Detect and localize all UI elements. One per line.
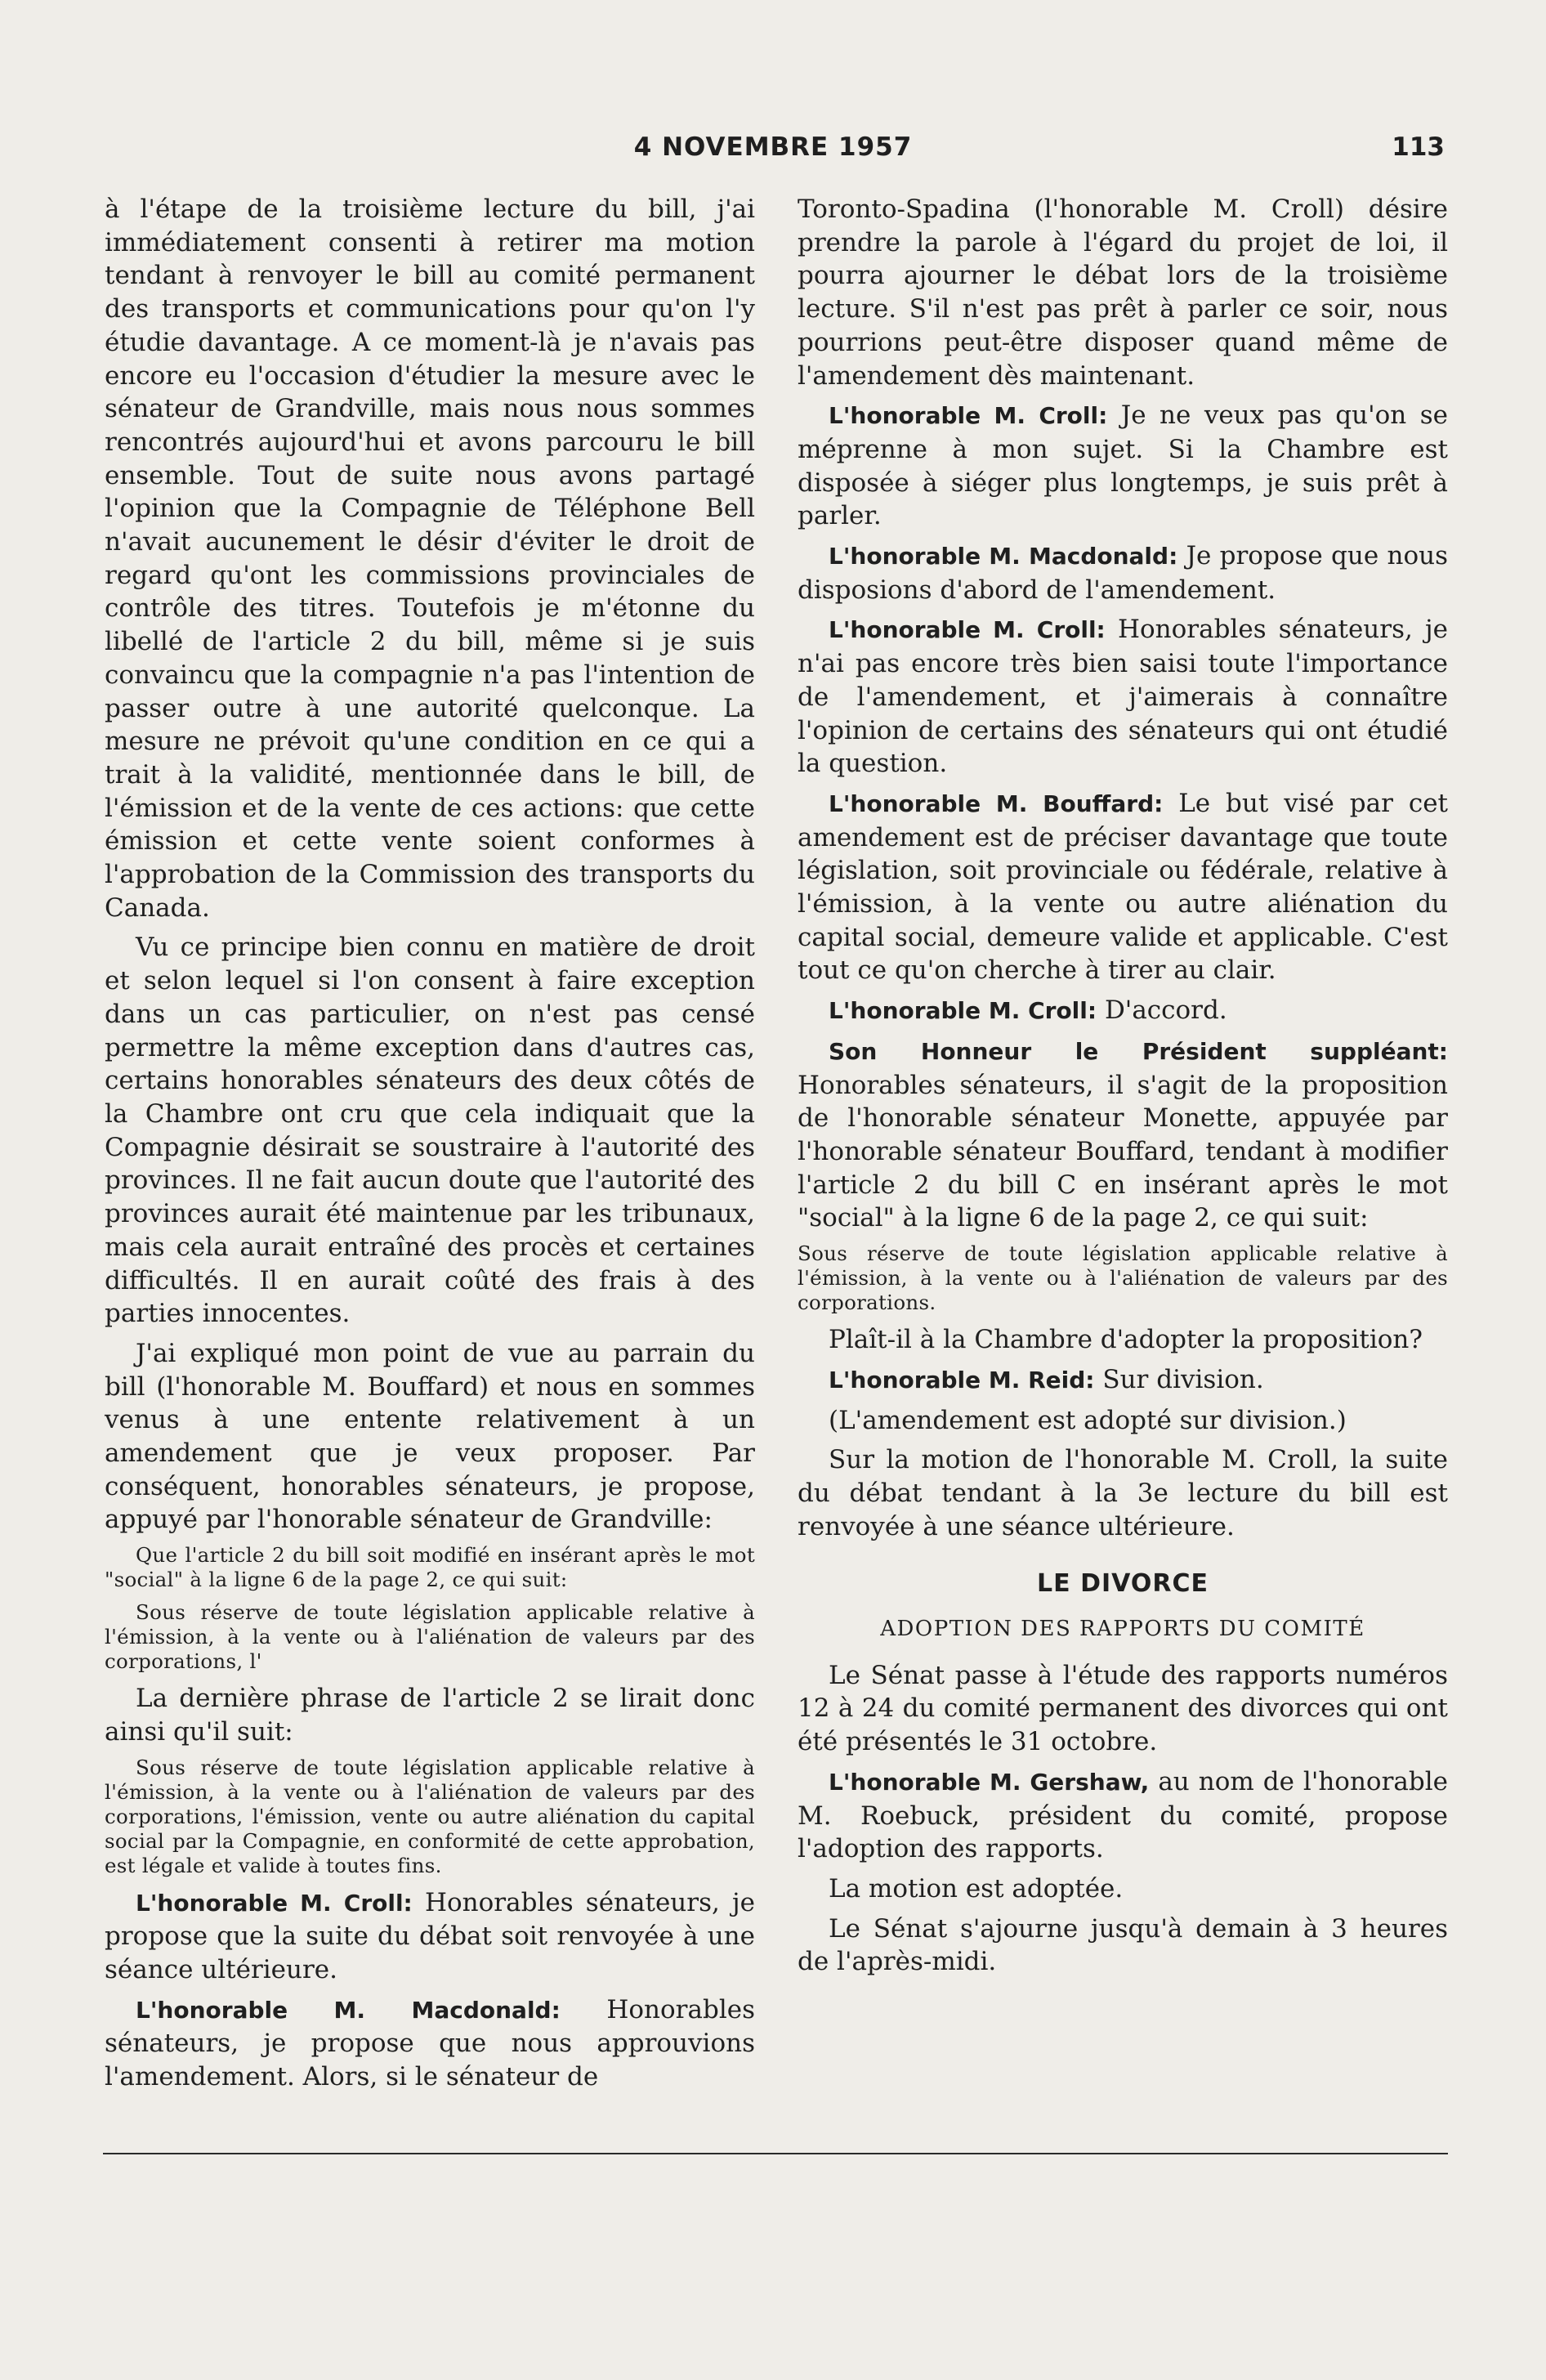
speech (105, 1993, 755, 2094)
right-column (798, 193, 1448, 1985)
speech-text: D'accord. (1104, 995, 1227, 1026)
speaker-name: L'honorable M. Croll: (829, 616, 1106, 644)
paragraph: Plaît-il à la Chambre d'adopter la proposition? (829, 1325, 1423, 1355)
paragraph: La dernière phrase de l'article 2 se lirait donc ainsi qu'il suit: (105, 1684, 755, 1747)
paragraph: (L'amendement est adopté sur division.) (829, 1405, 1347, 1435)
quoted-amendment: Sous réserve de toute législation applicable relative à l'émission, à la vente ou à l'aliénation de valeurs par des corporations. (798, 1241, 1448, 1315)
paragraph: J'ai expliqué mon point de vue au parrain du bill (l'honorable M. Bouffard) et nous en sommes venus à une entente relativement à un amendement que je veux proposer. Par conséquent, honorables sénateurs, je propose, appuyé par l'honorable sénateur de Grandville: (105, 1338, 755, 1535)
section-subtitle: ADOPTION DES RAPPORTS DU COMITÉ (880, 1617, 1365, 1642)
speech-text: Honorables sénateurs, je propose que la suite du débat soit renvoyée à une séance ultérieure. (105, 1887, 756, 1984)
speech (105, 1886, 755, 1987)
speaker-name: Son Honneur le Président suppléant: (829, 1037, 1448, 1065)
speech (798, 994, 1448, 1028)
paragraph: Vu ce principe bien connu en matière de droit et selon lequel si l'on consent à faire exception dans un cas particulier, on n'est pas censé permettre la même exception dans d'autres cas, certains honorables sénateurs des deux côtés de la Chambre ont cru que cela indiquait que la Compagnie désirait se soustraire à l'autorité des provinces. Il ne fait aucun doute que l'autorité des provinces aurait été maintenue par les tribunaux, mais cela aurait entraîné des procès et certaines difficultés. Il en aurait coûté des frais à des parties innocentes. (105, 933, 755, 1329)
page-number: 113 (1392, 132, 1445, 162)
speaker-name: L'honorable M. Croll: (136, 1889, 413, 1917)
speaker-name: L'honorable M. Reid: (829, 1366, 1095, 1394)
paragraph: Toronto-Spadina (l'honorable M. Croll) désire prendre la parole à l'égard du projet de loi, il pourra ajourner le débat lors de la troisième lecture. S'il n'est pas prêt à parler ce soir, nous pourrions peut-être disposer quand même de l'amendement dès maintenant. (798, 195, 1448, 391)
section-title: LE DIVORCE (1037, 1569, 1209, 1599)
bottom-rule (103, 2153, 1448, 2154)
paragraph: à l'étape de la troisième lecture du bill, j'ai immédiatement consenti à retirer ma motion tendant à renvoyer le bill au comité permanent des transports et communications pour qu'on l'y étudie davantage. A ce moment-là je n'avais pas encore eu l'occasion d'étudier la mesure avec le sénateur de Grandville, mais nous nous sommes rencontrés aujourd'hui et avons parcouru le bill ensemble. Tout de suite nous avons partagé l'opinion que la Compagnie de Téléphone Bell n'avait aucunement le désir d'éviter le droit de regard qu'ont les commissions provinciales de contrôle des titres. Toutefois je m'étonne du libellé de l'article 2 du bill, même si je suis convaincu que la compagnie n'a pas l'intention de passer outre à une autorité quelconque. La mesure ne prévoit qu'une condition en ce qui a trait à la validité, mentionnée dans le bill, de l'émission et de la vente de ces actions: que cette émission et cette vente soient conformes à l'approbation de la Commission des transports du Canada. (105, 195, 755, 923)
speech (798, 399, 1448, 533)
speech-text: Je propose que nous disposions d'abord de l'amendement. (798, 541, 1448, 605)
paragraph: Sur la motion de l'honorable M. Croll, la suite du débat tendant à la 3e lecture du bill est renvoyée à une séance ultérieure. (798, 1445, 1448, 1541)
speaker-name: L'honorable M. Macdonald: (136, 1996, 561, 2024)
speech (798, 1363, 1448, 1398)
paragraph: Le Sénat s'ajourne jusqu'à demain à 3 heures de l'après-midi. (798, 1913, 1448, 1977)
speaker-name: L'honorable M. Gershaw, (829, 1768, 1150, 1796)
speech (798, 1035, 1448, 1235)
speech (798, 787, 1448, 987)
page-header (0, 132, 1546, 173)
header-date: 4 NOVEMBRE 1957 (633, 132, 913, 162)
speech-text: Honorables sénateurs, il s'agit de la proposition de l'honorable sénateur Monette, appuyée par l'honorable sénateur Bouffard, tendant à modifier l'article 2 du bill C en insérant après le mot "social" à la ligne 6 de la page 2, ce qui suit: (798, 1070, 1448, 1233)
speech (798, 613, 1448, 781)
paragraph: La motion est adoptée. (829, 1873, 1124, 1904)
speech-text: Je ne veux pas qu'on se méprenne à mon sujet. Si la Chambre est disposée à siéger plus longtemps, je suis prêt à parler. (798, 400, 1448, 531)
speech-text: Sur division. (1102, 1364, 1264, 1394)
speaker-name: L'honorable M. Macdonald: (829, 543, 1178, 570)
quoted-motion: Que l'article 2 du bill soit modifié en insérant après le mot "social" à la ligne 6 de la page 2, ce qui suit: (105, 1543, 755, 1592)
speech-text: Honorables sénateurs, je propose que nous approuvions l'amendement. Alors, si le sénateur de (105, 1994, 755, 2092)
speaker-name: L'honorable M. Croll: (829, 997, 1097, 1025)
paragraph: Le Sénat passe à l'étude des rapports numéros 12 à 24 du comité permanent des divorces qui ont été présentés le 31 octobre. (798, 1660, 1448, 1757)
speaker-name: L'honorable M. Bouffard: (829, 790, 1164, 817)
quoted-amendment: Sous réserve de toute législation applicable relative à l'émission, à la vente ou à l'aliénation de valeurs par des corporations, l' (105, 1600, 755, 1674)
speaker-name: L'honorable M. Croll: (829, 402, 1108, 430)
speech-text: Le but visé par cet amendement est de préciser davantage que toute législation, soit provinciale ou fédérale, relative à l'émission, à la vente ou autre aliénation du capital social, demeure valide et applicable. C'est tout ce qu'on cherche à tirer au clair. (798, 788, 1448, 986)
left-column (105, 193, 755, 2100)
speech (798, 539, 1448, 606)
speech-text: Honorables sénateurs, je n'ai pas encore très bien saisi toute l'importance de l'amendement, et j'aimerais à connaître l'opinion de certains des sénateurs qui ont étudié la question. (798, 615, 1449, 779)
speech-text: au nom de l'honorable M. Roebuck, président du comité, propose l'adoption des rapports. (798, 1766, 1449, 1864)
speech (798, 1765, 1448, 1866)
quoted-article: Sous réserve de toute législation applicable relative à l'émission, à la vente ou à l'aliénation de valeurs par des corporations, l'émission, vente ou autre aliénation du capital social par la Compagnie, en conformité de cette approbation, est légale et valide à toutes fins. (105, 1755, 755, 1877)
